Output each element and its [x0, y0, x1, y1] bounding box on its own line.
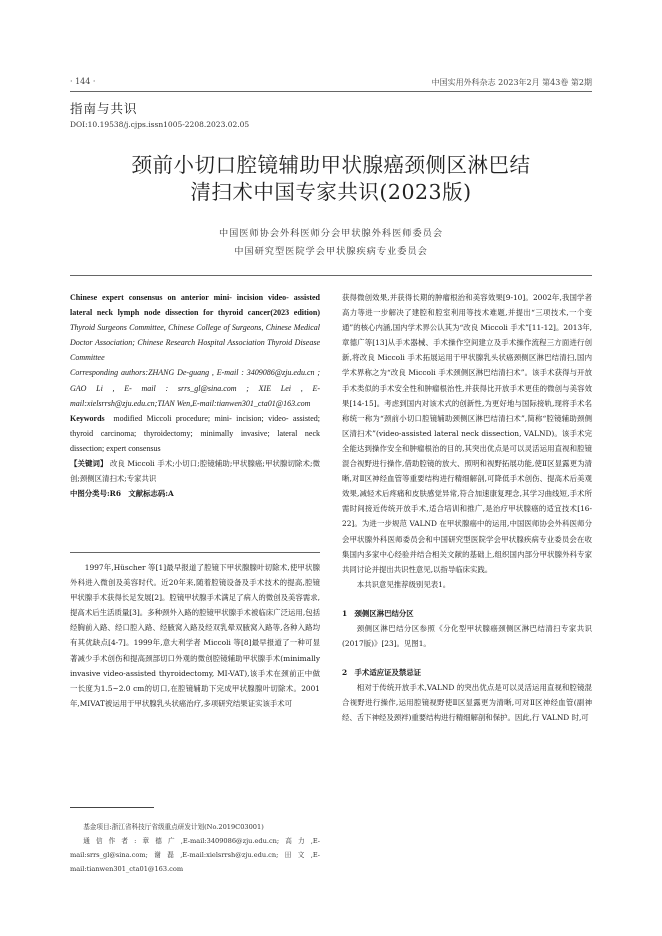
english-committees: Thyroid Surgeons Committee, Chinese College of Surgeons, Chinese Medical Doctor Association; Chinese Research Hospital Association Thyroid Disease Committee: [70, 323, 320, 363]
abstract-rule-bottom: [70, 552, 320, 553]
corresponding-authors: Corresponding authors:ZHANG De-guang , E-mail : 3409086@zju.edu.cn ; GAO Li , E- mail : srrs_gl@sina.com ; XIE Lei , E-mail:xielsrrsh@zju.edu.cn;TIAN Wen,E-mail:tianwen301_cta01@163.com: [70, 368, 320, 408]
right-column: [342, 290, 592, 726]
footnote: [70, 820, 320, 876]
right-paragraph-2: 本共识意见推荐级别见表1。: [356, 579, 451, 589]
section-2-heading: 2 手术适应证及禁忌证: [342, 668, 422, 678]
cn-keywords: 改良 Miccoli 手术;小切口;腔镜辅助;甲状腺癌;甲状腺切除术;微创;颈侧区清扫术;专家共识: [70, 459, 320, 484]
section-1-text: 颈侧区淋巴结分区参照《分化型甲状腺癌颈侧区淋巴结清扫专家共识(2017版)》[23]。见图1。: [342, 623, 592, 649]
section-2-text: 相对于传统开放手术,VALND 的突出优点是可以灵活运用直视和腔镜混合视野进行操作,运用腔镜视野使Ⅱ区显露更为清晰,可对Ⅱ区神经血管(副神经、舌下神经及颈袢)重要结构进行精细解剖和保护。因此,行 VALND 时,可: [342, 683, 592, 723]
right-paragraph-1: 获得微创效果,并获得长期的肿瘤根治和美容效果[9-10]。2002年,我国学者高力等进一步解决了建腔和腔室利用等技术难题,并提出“三项技术,一个变通”的核心内涵,国内学术界公认其为“改良 Miccoli 手术”[11-12]。2013年,章德广等[13]从手术器械、手术操作空间建立及手术操作流程三方面进行创新,将改良 Miccoli 手术拓展运用于甲状腺乳头状癌颈侧区淋巴结清扫,国内学术界称之为“改良 Miccoli 手术颈侧区淋巴结清扫术”。该手术获得与开放手术类似的手术安全性和肿瘤根治性,并获得比开放手术更佳的微创与美容效果[14-15]。考虑到国内对该术式的创新性,为更好地与国际接轨,现将手术名称统一称为“颈前小切口腔镜辅助颈侧区淋巴结清扫术”,简称“腔镜辅助颈侧区清扫术”(video-assisted lateral neck dissection, VALND)。该手术完全能达到操作安全和肿瘤根治的目的,其突出优点是可以灵活运用直视和腔镜混合视野进行操作,借助腔镜的放大、照明和视野拓展功能,使Ⅱ区显露更为清晰,对Ⅱ区神经血管等重要结构进行精细解剖,可降低手术创伤、提高术后美观效果,减轻术后疼痛和皮肤感觉异常,符合加速康复理念,其学习曲线短,手术所需时间接近传统开放手术,适合培训和推广,是治疗甲状腺癌的适宜技术[16-22]。为进一步规范 VALND 在甲状腺癌中的运用,中国医师协会外科医师分会甲状腺外科医师委员会和中国研究型医院学会甲状腺疾病专业委员会在收集国内多家中心经验并结合相关文献的基础上,组织国内部分甲状腺外科专家共同讨论并提出共识性意见,以指导临床实践。: [342, 293, 592, 574]
intro-paragraph: 1997年,Hüscher 等[1]最早报道了腔镜下甲状腺腺叶切除术,使甲状腺外科进入微创及美容时代。近20年来,随着腔镜设备及手术技术的提高,腔镜甲状腺手术获得长足发展[2]。腔镜甲状腺手术满足了病人的微创及美容需求,提高术后生活质量[3]。多种颈外入路的腔镜甲状腺手术被临床广泛运用,包括经胸前入路、经口腔入路、经腋窝入路及经双乳晕双腋窝入路等,各种入路均有其优缺点[4-7]。1999年,意大利学者 Miccoli 等[8]最早报道了一种可显著减少手术创伤和提高颈部切口外观的微创腔镜辅助甲状腺手术(minimally invasive video-assisted thyroidectomy, MI-VAT),该手术在颈前正中做一长度为1.5~2.0 cm的切口,在腔镜辅助下完成甲状腺腺叶切除术。2001年,MIVAT被运用于甲状腺乳头状癌治疗,多项研究结果证实该手术可: [70, 563, 320, 708]
keywords-label: Keywords: [70, 413, 105, 423]
doi: DOI:10.19538/j.cjps.issn1005-2208.2023.02.05: [70, 120, 250, 129]
english-abstract-block: [70, 290, 320, 456]
intro-text-left: [70, 560, 320, 711]
classification: 中图分类号:R6 文献标志码:A: [70, 489, 174, 499]
page-number: · 144 ·: [70, 77, 96, 86]
english-keywords: modified Miccoli procedure; mini- incision; video- assisted; thyroid carcinoma; thyroidectomy; minimally invasive; lateral neck dissection; expert consensus: [70, 413, 320, 453]
article-title-line1: 颈前小切口腔镜辅助甲状腺癌颈侧区淋巴结: [131, 153, 531, 177]
english-title: Chinese expert consensus on anterior mini- incision video- assisted lateral neck lymph node dissection for thyroid cancer(2023 edition): [70, 293, 320, 318]
chinese-keywords-block: [70, 456, 320, 486]
contact-note: 通信作者:章德广,E-mail:3409086@zju.edu.cn;高力,E-mail:srrs_gl@sina.com;谢磊,E-mail:xielsrrsh@zju.edu.cn;田文,E-mail:tianwen301_cta01@163.com: [70, 837, 320, 873]
organization-2: 中国研究型医院学会甲状腺疾病专业委员会: [234, 246, 428, 257]
funding-note: 基金项目:浙江省科技厅省级重点研发计划(No.2019C03001): [83, 823, 264, 831]
section-1-heading: 1 颈侧区淋巴结分区: [342, 608, 414, 618]
cn-keywords-label: 【关键词】: [70, 459, 108, 469]
left-column: [70, 290, 320, 501]
organization-1: 中国医师协会外科医师分会甲状腺外科医师委员会: [218, 228, 444, 239]
header-rule: [70, 91, 592, 92]
article-title-line2: 清扫术中国专家共识(2023版): [190, 180, 472, 204]
abstract-rule-top: [70, 275, 592, 276]
journal-header: 中国实用外科杂志 2023年2月 第43卷 第2期: [431, 78, 592, 87]
section-label: 指南与共识: [70, 101, 138, 116]
footnote-rule: [70, 807, 154, 808]
